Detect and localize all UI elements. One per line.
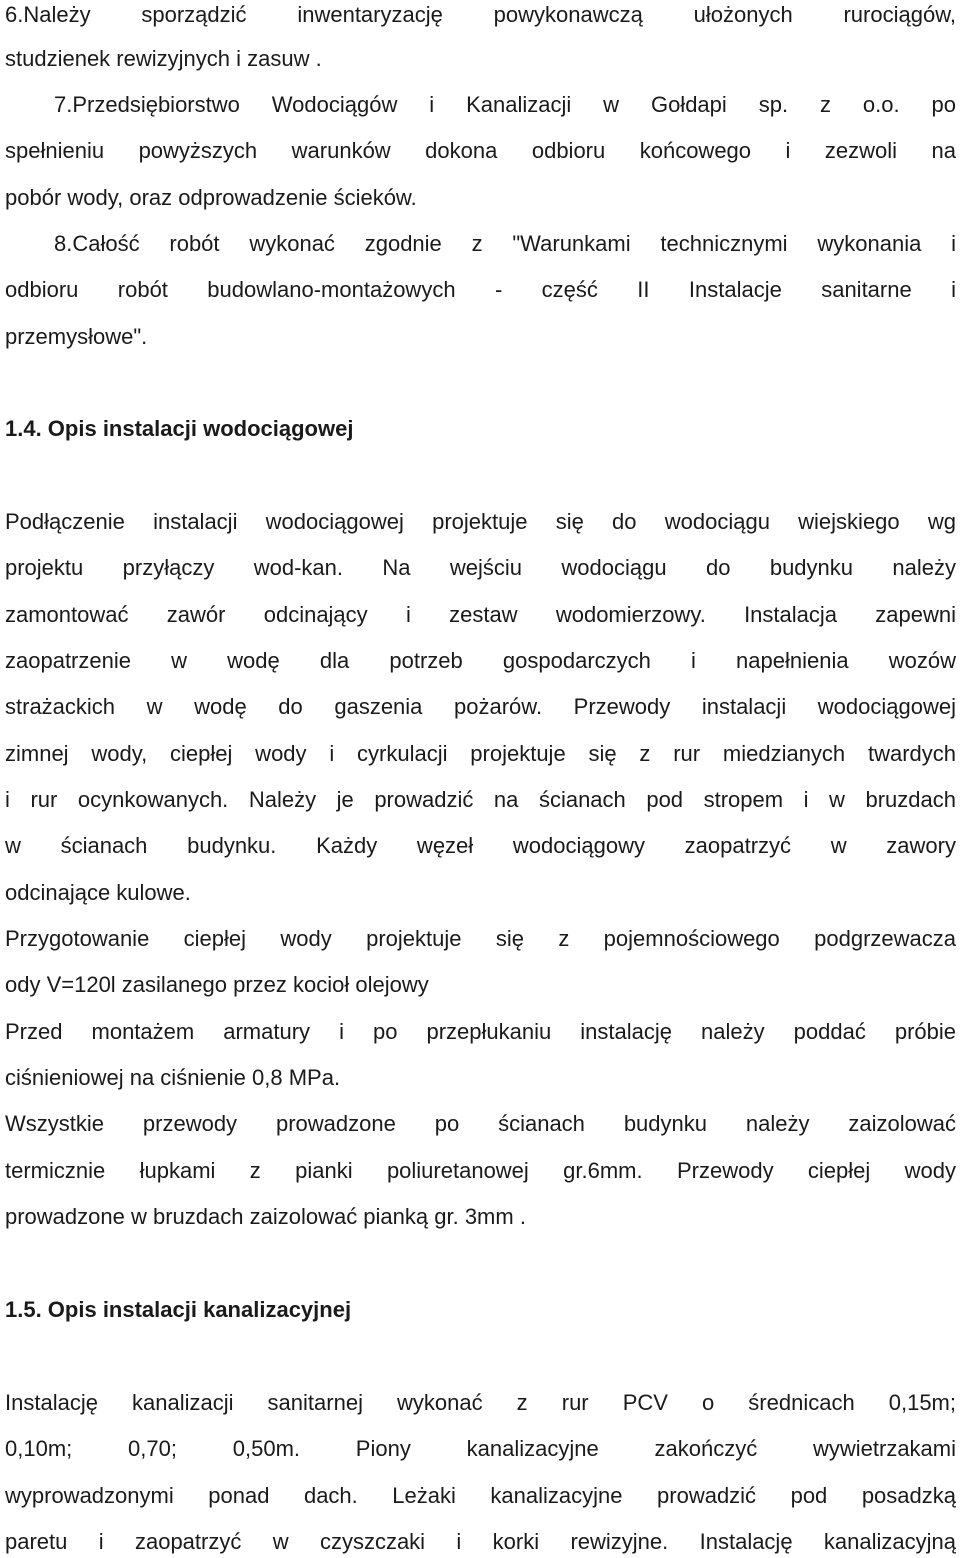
text-line: 0,10m; 0,70; 0,50m. Piony kanalizacyjne zakończyć wywietrzakami xyxy=(5,1436,956,1461)
text-line: projektu przyłączy wod-kan. Na wejściu wodociągu do budynku należy xyxy=(5,555,956,580)
text-line: 6.Należy sporządzić inwentaryzację powykonawczą ułożonych rurociągów, xyxy=(5,2,956,27)
text-line: Podłączenie instalacji wodociągowej projektuje się do wodociągu wiejskiego wg xyxy=(5,509,956,534)
text-line: strażackich w wodę do gaszenia pożarów. Przewody instalacji wodociągowej xyxy=(5,694,956,719)
text-line: przemysłowe". xyxy=(5,324,148,349)
text-line: Przed montażem armatury i po przepłukaniu instalację należy poddać próbie xyxy=(5,1019,956,1044)
text-line: prowadzone w bruzdach zaizolować pianką gr. 3mm . xyxy=(5,1204,526,1229)
text-line: spełnieniu powyższych warunków dokona odbioru końcowego i zezwoli na xyxy=(5,138,956,163)
text-line: zimnej wody, ciepłej wody i cyrkulacji projektuje się z rur miedzianych twardych xyxy=(5,741,956,766)
text-line: ciśnieniowej na ciśnienie 0,8 MPa. xyxy=(5,1065,341,1090)
text-line: wyprowadzonymi ponad dach. Leżaki kanalizacyjne prowadzić pod posadzką xyxy=(5,1483,956,1508)
text-line: i rur ocynkowanych. Należy je prowadzić na ścianach pod stropem i w bruzdach xyxy=(5,787,956,812)
section-heading: 1.4. Opis instalacji wodociągowej xyxy=(5,416,354,441)
text-line: 7.Przedsiębiorstwo Wodociągów i Kanalizacji w Gołdapi sp. z o.o. po xyxy=(54,92,956,117)
text-line: zaopatrzenie w wodę dla potrzeb gospodarczych i napełnienia wozów xyxy=(5,648,956,673)
text-line: pobór wody, oraz odprowadzenie ścieków. xyxy=(5,185,417,210)
text-line: Przygotowanie ciepłej wody projektuje się z pojemnościowego podgrzewacza xyxy=(5,926,956,951)
text-line: studzienek rewizyjnych i zasuw . xyxy=(5,46,322,71)
text-line: w ścianach budynku. Każdy węzeł wodociągowy zaopatrzyć w zawory xyxy=(5,833,956,858)
text-line: ody V=120l zasilanego przez kocioł olejowy xyxy=(5,972,429,997)
section-heading: 1.5. Opis instalacji kanalizacyjnej xyxy=(5,1297,352,1322)
text-line: 8.Całość robót wykonać zgodnie z "Warunkami technicznymi wykonania i xyxy=(54,231,956,256)
text-line: Instalację kanalizacji sanitarnej wykonać z rur PCV o średnicach 0,15m; xyxy=(5,1390,956,1415)
text-line: odcinające kulowe. xyxy=(5,880,191,905)
text-line: zamontować zawór odcinający i zestaw wodomierzowy. Instalacja zapewni xyxy=(5,602,956,627)
text-line: odbioru robót budowlano-montażowych - część II Instalacje sanitarne i xyxy=(5,277,956,302)
text-line: Wszystkie przewody prowadzone po ścianach budynku należy zaizolować xyxy=(5,1111,956,1136)
text-line: paretu i zaopatrzyć w czyszczaki i korki rewizyjne. Instalację kanalizacyjną xyxy=(5,1529,956,1554)
text-line: termicznie łupkami z pianki poliuretanowej gr.6mm. Przewody ciepłej wody xyxy=(5,1158,956,1183)
